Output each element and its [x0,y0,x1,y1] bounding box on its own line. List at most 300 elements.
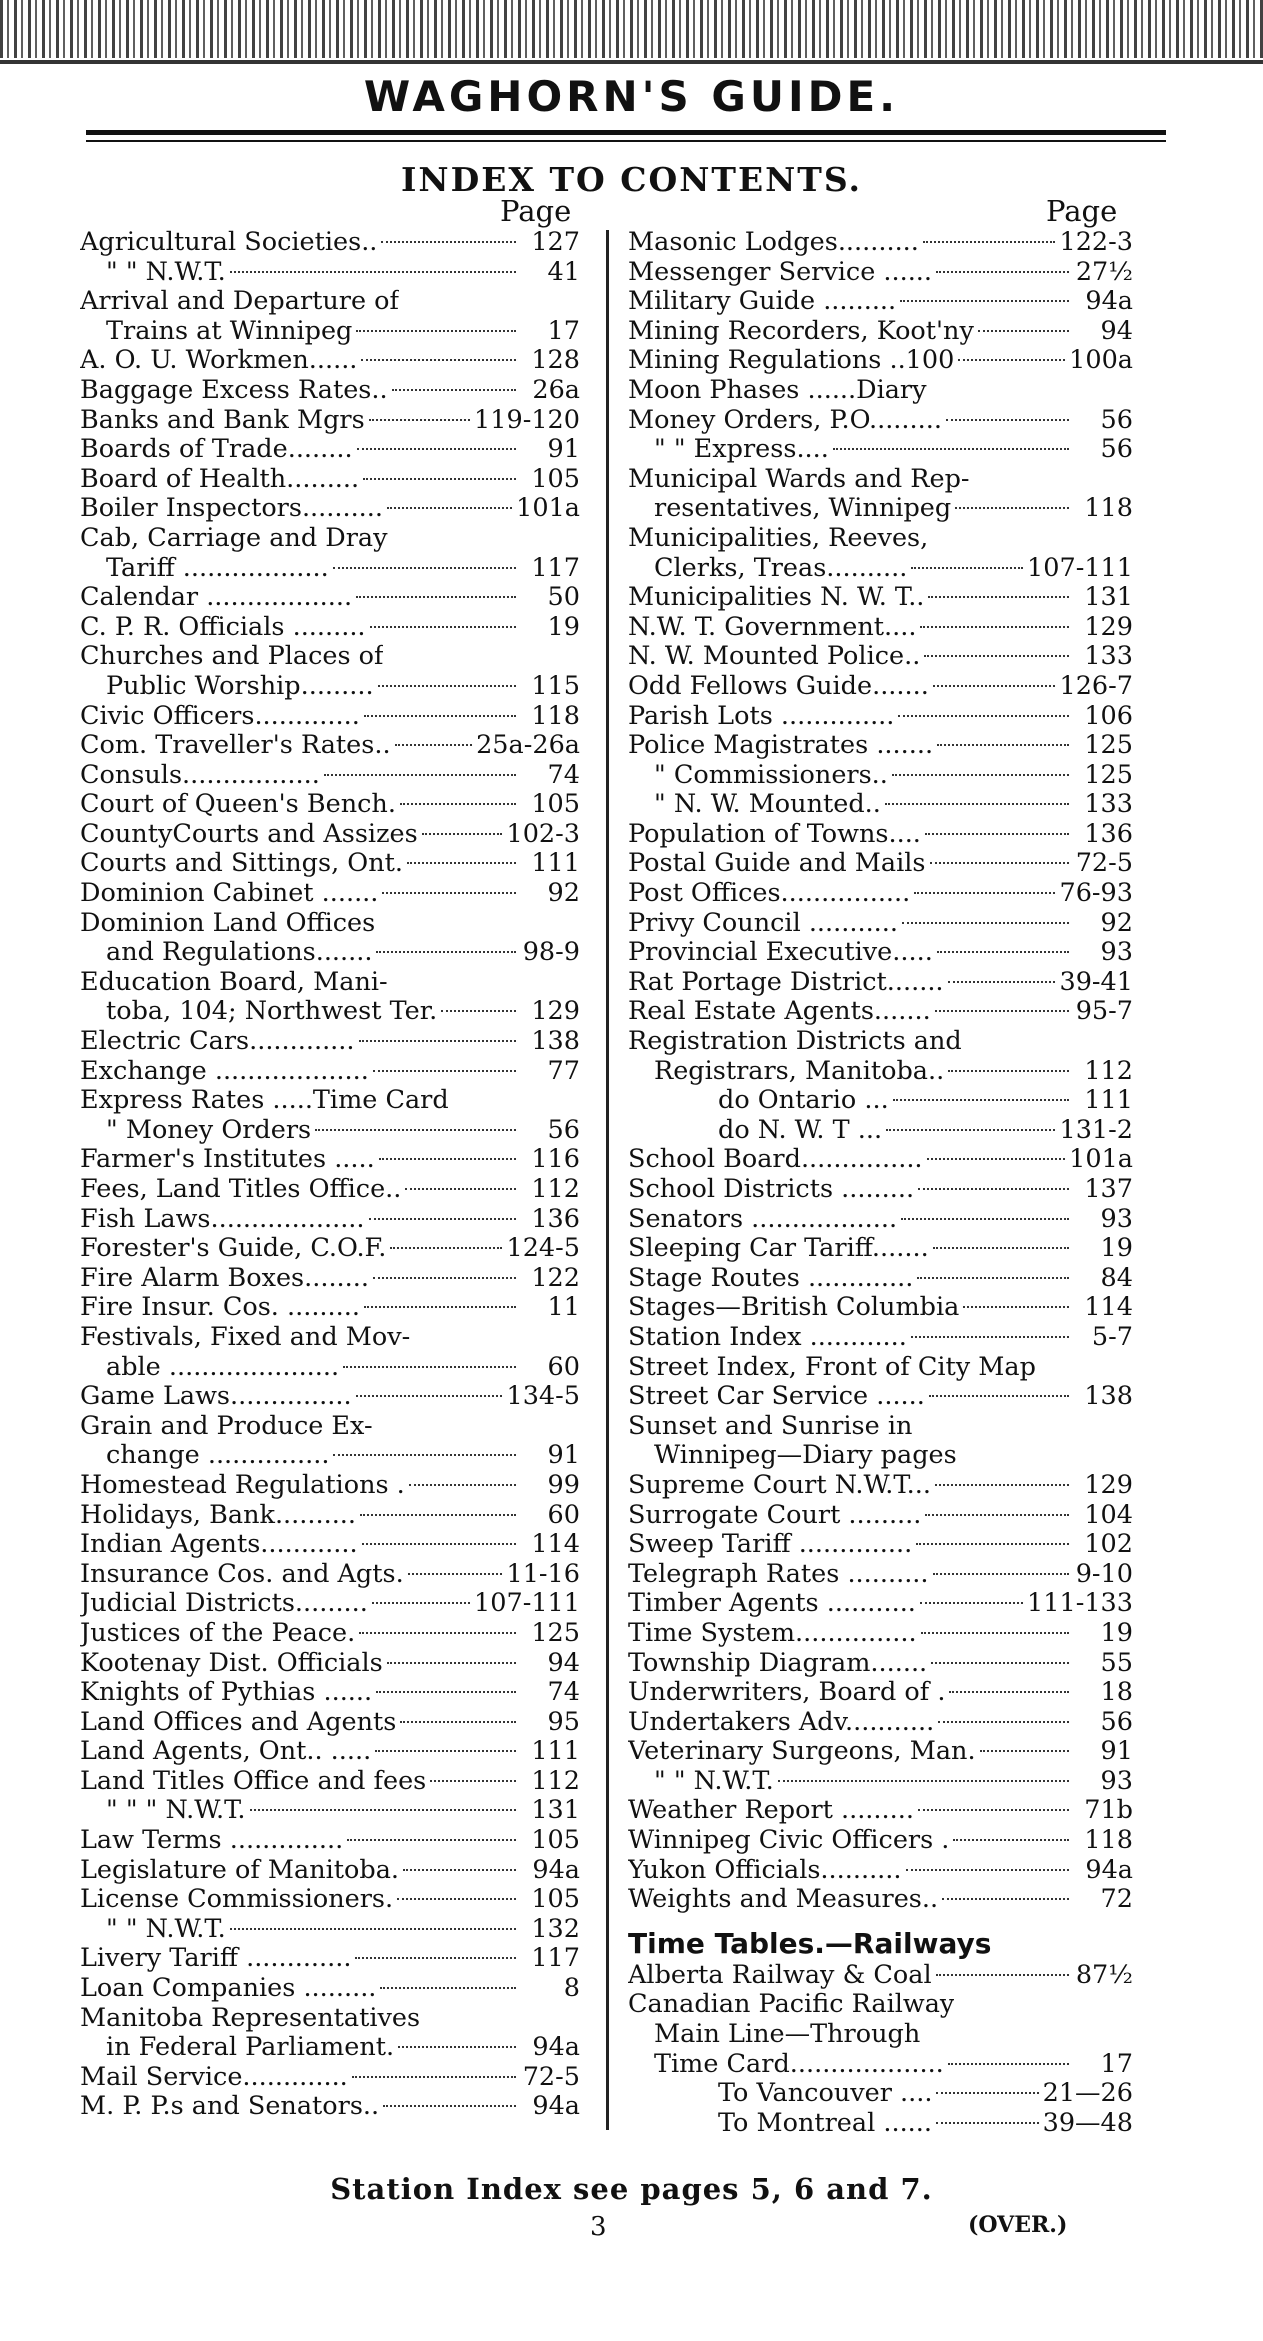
entry-label: Grain and Produce Ex- [80,1411,373,1441]
dot-leader [376,1691,516,1693]
entry-label: Timber Agents ........... [628,1589,916,1619]
entry-label: Indian Agents............ [80,1530,358,1560]
dot-leader [409,1484,516,1486]
entry-page: 129 [1084,1470,1133,1500]
entry-page: 72-5 [522,2062,580,2092]
entry-page: 118 [1084,1826,1133,1856]
entry-label: Masonic Lodges.......... [628,228,919,257]
entry-label: Loan Companies ......... [80,1974,377,2004]
entry-page: 138 [1084,1382,1133,1412]
dot-leader [347,1839,516,1841]
index-entry [80,1501,580,1531]
dot-leader [372,1602,470,1604]
entry-page: 27½ [1075,257,1133,287]
entry-label: Cab, Carriage and Dray [80,523,388,553]
entry-label: Main Line—Through [654,2020,921,2050]
dot-leader [935,1484,1069,1486]
entry-page: 50 [547,583,580,613]
entry-label: School Board............... [628,1145,923,1175]
index-entry [80,524,580,554]
dot-leader [948,1070,1069,1072]
index-entry [80,1885,580,1915]
index-entry [628,1323,1133,1353]
dot-leader [373,1070,516,1072]
entry-label: Messenger Service ...... [628,257,933,287]
entry-label: Odd Fellows Guide....... [628,671,929,701]
entry-page: 133 [1084,790,1133,820]
entry-label: Boards of Trade........ [80,435,353,465]
entry-label: Fire Alarm Boxes........ [80,1263,369,1293]
index-entry [80,968,580,998]
entry-page: 125 [531,1618,580,1648]
entry-page: 99 [547,1470,580,1500]
index-entry [628,790,1133,820]
entry-page: 112 [1084,1056,1133,1086]
entry-label: Education Board, Mani- [80,967,388,997]
entry-page: 26a [532,375,580,405]
entry-label: C. P. R. Officials ......... [80,612,366,642]
entry-label: " " Express.... [654,435,829,465]
entry-label: " " N.W.T. [654,1766,774,1796]
page-title: WAGHORN'S GUIDE. [363,72,900,121]
entry-label: Exchange ................... [80,1056,369,1086]
index-entry [628,672,1133,702]
entry-page: 112 [531,1766,580,1796]
entry-page: 132 [531,1914,580,1944]
entry-page: 105 [531,1885,580,1915]
index-entry [80,702,580,732]
dot-leader [387,507,512,509]
index-entry [80,1353,580,1383]
index-entry [628,938,1133,968]
entry-label: A. O. U. Workmen...... [80,346,358,376]
entry-label: and Regulations....... [106,938,373,968]
entry-page: 102-3 [506,819,580,849]
entry-page: 11-16 [506,1559,580,1589]
dot-leader [946,419,1069,421]
index-entry [80,1530,580,1560]
dot-leader [893,1099,1069,1101]
index-entry [80,1974,580,2004]
dot-leader [398,2046,516,2048]
entry-label: Stages—British Columbia [628,1293,960,1323]
entry-label: Sweep Tariff .............. [628,1530,913,1560]
dot-leader [403,1869,516,1871]
dot-leader [938,1721,1069,1723]
entry-page: 101a [1069,1145,1133,1175]
dot-leader [378,685,516,687]
entry-label: Consuls................. [80,760,320,790]
entry-label: Court of Queen's Bench. [80,790,396,820]
dot-leader [408,1573,503,1575]
entry-page: 131-2 [1059,1115,1133,1145]
entry-page: 60 [547,1500,580,1530]
entry-label: Alberta Railway & Coal [628,1960,932,1990]
dot-leader [949,1691,1069,1693]
entry-label: Rat Portage District....... [628,967,944,997]
entry-label: " " N.W.T. [106,257,226,287]
index-entry [80,820,580,850]
entry-page: 9-10 [1075,1559,1133,1589]
entry-label: Fees, Land Titles Office.. [80,1175,402,1204]
over-label: (OVER.) [968,2212,1068,2238]
index-entry [628,1086,1133,1116]
dot-leader [382,892,516,894]
index-entry [80,1175,580,1205]
index-subtitle: INDEX TO CONTENTS. [400,160,862,199]
dot-leader [885,803,1069,805]
dot-leader [936,2092,1038,2094]
entry-page: 94a [532,2033,580,2063]
dot-leader [916,1543,1069,1545]
entry-label: Insurance Cos. and Agts. [80,1559,404,1589]
index-entry [80,1441,580,1471]
index-entry [80,1796,580,1826]
index-entry [80,1737,580,1767]
entry-page: 98-9 [522,938,580,968]
entry-page: 138 [531,1027,580,1057]
dot-leader [387,1662,516,1664]
index-entry [80,494,580,524]
entry-page: 71b [1084,1796,1133,1826]
index-entry [628,909,1133,939]
index-entry [628,1856,1133,1886]
entry-page: 111 [1084,1086,1133,1116]
index-entry [80,1027,580,1057]
column-divider [606,230,609,2130]
index-entry [80,376,580,406]
entry-page: 56 [1100,405,1133,435]
entry-page: 119-120 [474,405,580,435]
index-entry [628,613,1133,643]
entry-label: Sleeping Car Tariff....... [628,1234,929,1264]
dot-leader [917,1277,1069,1279]
entry-label: Post Offices................ [628,879,911,909]
dot-leader [383,2105,516,2107]
index-entry [80,790,580,820]
dot-leader [369,1218,516,1220]
entry-label: Law Terms .............. [80,1826,344,1856]
dot-leader [942,1898,1069,1900]
dot-leader [958,359,1065,361]
entry-page: 95-7 [1075,997,1133,1027]
entry-label: Forester's Guide, C.O.F. [80,1234,387,1264]
entry-label: Mining Recorders, Koot'ny [628,316,974,346]
index-entry [628,879,1133,909]
entry-page: 122 [531,1263,580,1293]
index-entry [80,2033,580,2063]
dot-leader [948,981,1056,983]
index-entry [80,465,580,495]
index-entry [80,2004,580,2034]
entry-page: 100a [1069,346,1133,376]
entry-page: 92 [547,879,580,909]
index-entry [628,1619,1133,1649]
index-entry [628,820,1133,850]
entry-page: 56 [1100,1707,1133,1737]
dot-leader [914,892,1055,894]
entry-label: Real Estate Agents....... [628,997,931,1027]
entry-label: Com. Traveller's Rates.. [80,731,391,761]
entry-label: do Ontario ... [718,1086,889,1116]
dot-leader [929,1395,1069,1397]
dot-leader [918,1188,1069,1190]
index-entry [80,1323,580,1353]
index-entry [628,1589,1133,1619]
index-entry [80,1560,580,1590]
entry-label: CountyCourts and Assizes [80,819,418,849]
index-entry [628,1057,1133,1087]
entry-page: 122-3 [1059,228,1133,257]
index-entry [628,702,1133,732]
entry-page: 93 [1100,1766,1133,1796]
entry-label: Mail Service............. [80,2062,348,2092]
entry-page: 127 [531,228,580,257]
entry-label: Legislature of Manitoba. [80,1855,400,1885]
entry-page: 114 [531,1530,580,1560]
entry-page: 101a [516,494,580,524]
entry-page: 41 [547,257,580,287]
dot-leader [356,1395,503,1397]
entry-label: Population of Towns.... [628,819,921,849]
entry-label: Judicial Districts......... [80,1589,368,1619]
dot-leader [390,1247,502,1249]
index-entry [628,1767,1133,1797]
entry-page: 111-133 [1027,1589,1133,1619]
dot-leader [230,1928,516,1930]
entry-page: 118 [531,701,580,731]
index-entry [80,1471,580,1501]
index-entry [80,1589,580,1619]
entry-page: 134-5 [506,1382,580,1412]
index-entry [80,1944,580,1974]
entry-label: Land Offices and Agents [80,1707,397,1737]
index-entry [628,406,1133,436]
index-entry [628,1678,1133,1708]
entry-page: 117 [531,553,580,583]
entry-label: Moon Phases ......Diary [628,375,927,405]
dot-leader [933,1247,1069,1249]
top-border-strip [0,0,1263,58]
index-entry [80,938,580,968]
entry-label: Farmer's Institutes ..... [80,1145,375,1175]
dot-leader [333,567,516,569]
entry-label: in Federal Parliament. [106,2033,395,2063]
entry-page: 112 [531,1175,580,1204]
dot-leader [936,1974,1069,1976]
dot-leader [397,1898,516,1900]
index-entry [80,642,580,672]
entry-page: 39-41 [1059,967,1133,997]
entry-page: 111 [531,849,580,879]
dot-leader [376,951,516,953]
dot-leader [935,1010,1069,1012]
dot-leader [379,1158,516,1160]
entry-page: 102 [1084,1530,1133,1560]
entry-page: 76-93 [1059,879,1133,909]
entry-label: Kootenay Dist. Officials [80,1648,383,1678]
entry-page: 117 [531,1944,580,1974]
entry-page: 93 [1100,938,1133,968]
entry-label: Fish Laws................... [80,1204,365,1234]
index-entry [80,1116,580,1146]
entry-label: Parish Lots .............. [628,701,895,731]
entry-label: Game Laws............... [80,1382,352,1412]
index-entry [628,2020,1133,2050]
dot-leader [360,1514,516,1516]
entry-label: Undertakers Adv........... [628,1707,935,1737]
entry-label: resentatives, Winnipeg [654,494,952,524]
entry-page: 84 [1100,1263,1133,1293]
entry-label: Public Worship......... [106,671,374,701]
entry-label: Civic Officers............. [80,701,360,731]
entry-page: 94 [547,1648,580,1678]
dot-leader [373,1277,516,1279]
dot-leader [933,685,1056,687]
entry-page: 77 [547,1056,580,1086]
index-entry [628,1649,1133,1679]
dot-leader [920,1602,1023,1604]
entry-label: Courts and Sittings, Ont. [80,849,403,879]
station-index-note: Station Index see pages 5, 6 and 7. [330,2172,933,2206]
dot-leader [953,1839,1069,1841]
dot-leader [778,1780,1069,1782]
index-entry [628,258,1133,288]
dot-leader [343,1366,516,1368]
entry-label: License Commissioners. [80,1885,394,1915]
entry-page: 94a [532,1855,580,1885]
index-entry [628,1027,1133,1057]
index-entry [80,1678,580,1708]
index-entry [80,1057,580,1087]
title-rule-thin [86,140,1166,142]
dot-leader [315,1129,516,1131]
dot-leader [355,1957,516,1959]
entry-page: 133 [1084,642,1133,672]
index-entry [80,1205,580,1235]
entry-label: Telegraph Rates .......... [628,1559,929,1589]
dot-leader [923,241,1056,243]
entry-label: " " " N.W.T. [106,1796,246,1826]
index-entry [628,1412,1133,1442]
dot-leader [937,951,1069,953]
entry-page: 91 [547,435,580,465]
dot-leader [352,2076,516,2078]
dot-leader [370,626,516,628]
index-entry [628,1530,1133,1560]
entry-page: 105 [531,790,580,820]
dot-leader [430,1780,516,1782]
entry-page: 93 [1100,1204,1133,1234]
dot-leader [886,1129,1055,1131]
dot-leader [441,1010,516,1012]
dot-leader [356,330,516,332]
dot-leader [955,507,1069,509]
entry-page: 131 [531,1796,580,1826]
entry-label: Boiler Inspectors.......... [80,494,383,524]
index-entry [628,1737,1133,1767]
dot-leader [359,1040,517,1042]
entry-label: Board of Health......... [80,464,360,494]
entry-label: Calendar .................. [80,583,353,613]
entry-page: 19 [1100,1618,1133,1648]
entry-label: " Money Orders [106,1115,312,1145]
entry-label: Township Diagram....... [628,1648,928,1678]
entry-page: 19 [1100,1234,1133,1264]
entry-label: " Commissioners.. [654,760,888,790]
dot-leader [324,774,516,776]
dot-leader [333,1454,516,1456]
entry-label: Weights and Measures.. [628,1885,939,1915]
entry-page: 5-7 [1091,1322,1133,1352]
index-entry [628,583,1133,613]
entry-page: 136 [531,1204,580,1234]
entry-label: Trains at Winnipeg [106,316,353,346]
dot-leader [980,1750,1069,1752]
entry-label: Supreme Court N.W.T... [628,1470,931,1500]
index-entry [628,317,1133,347]
entry-label: Registration Districts and [628,1027,962,1057]
entry-label: Underwriters, Board of . [628,1678,946,1708]
index-entry [628,554,1133,584]
entry-label: Veterinary Surgeons, Man. [628,1737,976,1767]
index-entry [628,376,1133,406]
entry-page: 39—48 [1042,2108,1133,2138]
entry-label: Banks and Bank Mgrs [80,405,365,435]
entry-page: 94 [1100,316,1133,346]
entry-page: 131 [1084,583,1133,613]
dot-leader [357,448,516,450]
entry-label: School Districts ......... [628,1175,915,1204]
index-entry [628,1205,1133,1235]
index-entry [80,731,580,761]
entry-page: 56 [1100,435,1133,465]
entry-page: 105 [531,1826,580,1856]
entry-label: Weather Report ......... [628,1796,914,1826]
dot-leader [250,1809,516,1811]
dot-leader [928,596,1069,598]
dot-leader [230,271,516,273]
entry-page: 114 [1084,1293,1133,1323]
dot-leader [892,774,1069,776]
dot-leader [369,419,470,421]
entry-page: 104 [1084,1500,1133,1530]
index-entry [80,849,580,879]
index-entry [80,1915,580,1945]
dot-leader [937,744,1069,746]
entry-label: Land Titles Office and fees [80,1766,427,1796]
entry-label: Baggage Excess Rates.. [80,375,388,405]
index-entry [80,554,580,584]
title-rule-thick [86,130,1166,135]
index-entry [628,524,1133,554]
index-entry [628,997,1133,1027]
dot-leader [936,271,1069,273]
entry-label: Electric Cars............. [80,1027,355,1057]
index-entry [628,2109,1133,2139]
dot-leader [931,1662,1069,1664]
index-entry [80,258,580,288]
index-entry [628,1796,1133,1826]
dot-leader [361,359,516,361]
index-entry [628,1885,1133,1915]
entry-page: 128 [531,346,580,376]
entry-label: Fire Insur. Cos. ......... [80,1293,360,1323]
entry-label: Dominion Cabinet ....... [80,879,379,909]
entry-page: 56 [547,1115,580,1145]
entry-label: Justices of the Peace. [80,1618,356,1648]
dot-leader [363,478,516,480]
